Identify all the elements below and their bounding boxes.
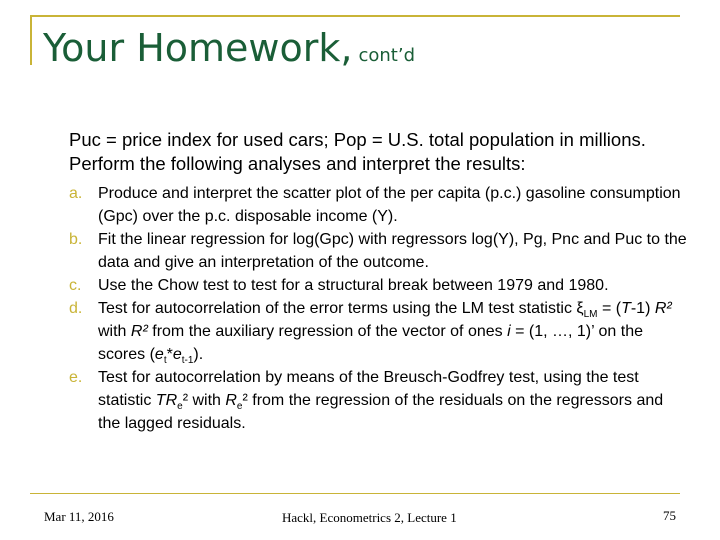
task-marker-a: a. (69, 185, 83, 202)
task-d-italic-r2-a: R² (654, 300, 672, 317)
task-d-sub-t: t (163, 355, 167, 367)
task-d-text-3: -1) (630, 300, 655, 317)
task-d-italic-e1: e (154, 346, 164, 363)
task-d-text-5: from the auxiliary regression of the vector of ones (147, 323, 508, 340)
task-d-text-1: Test for autocorrelation of the error terms using the LM test statistic ξ (98, 300, 584, 317)
slide-title-main: Your Homework, (43, 26, 353, 70)
task-d-italic-t: T (621, 300, 631, 317)
task-item-d (69, 297, 689, 366)
task-e-italic-r: R (225, 392, 237, 409)
task-item-e (69, 366, 689, 435)
task-text-b: Fit the linear regression for log(Gpc) with regressors log(Y), Pg, Pnc and Puc to the data and give an interpretation of the outcome. (98, 231, 687, 271)
task-e-text-3: ² from the regression of the residuals on the regressors and the lagged residuals. (98, 392, 664, 432)
footer-date: Mar 11, 2016 (44, 509, 114, 524)
task-d-text-8: ). (193, 346, 204, 363)
task-d-text-4: with (98, 323, 131, 340)
task-d-italic-e2: e (172, 346, 182, 363)
footer-course-label: Hackl, Econometrics 2, Lecture 1 (282, 510, 457, 525)
title-frame-top-rule (30, 15, 680, 17)
page-number: 75 (663, 508, 676, 523)
task-d-italic-r2-b: R² (130, 323, 148, 340)
task-marker-b: b. (69, 231, 83, 248)
task-text-d (98, 300, 672, 367)
task-text-e (98, 369, 663, 432)
task-text-c: Use the Chow test to test for a structural break between 1979 and 1980. (98, 277, 609, 294)
task-e-text-2: ² with (182, 392, 226, 409)
task-marker-d: d. (69, 300, 83, 317)
task-e-text-1: Test for autocorrelation by means of the Breusch-Godfrey test, using the test statistic (98, 369, 639, 409)
task-marker-e: e. (69, 369, 83, 386)
task-d-text-2: = ( (597, 300, 622, 317)
task-d-sub-t-1: t-1 (181, 355, 194, 367)
intro-paragraph: Puc = price index for used cars; Pop = U.S. total population in millions. Perform the following analyses and interpret the results: (69, 129, 646, 174)
slide-title (43, 26, 415, 70)
title-frame-left-rule (30, 15, 32, 65)
footer-rule (30, 493, 680, 494)
task-d-text-6: = (1, …, 1)’ on the scores ( (98, 323, 643, 363)
slide-body (69, 128, 689, 435)
task-list (69, 182, 689, 435)
task-d-sub-lm: LM (583, 309, 598, 321)
task-item-c (69, 274, 689, 297)
slide-title-continuation: cont’d (358, 45, 415, 66)
task-item-a (69, 182, 689, 228)
task-text-a: Produce and interpret the scatter plot of the per capita (p.c.) gasoline consumption (Gpc) over the p.c. disposable income (Y). (98, 185, 681, 225)
task-e-sub-e1: e (177, 401, 183, 413)
task-item-b (69, 228, 689, 274)
task-d-text-7: * (166, 346, 173, 363)
task-marker-c: c. (69, 277, 82, 294)
task-e-sub-e2: e (236, 401, 243, 413)
task-d-italic-i: i (507, 323, 511, 340)
task-e-italic-tr: TR (155, 392, 178, 409)
